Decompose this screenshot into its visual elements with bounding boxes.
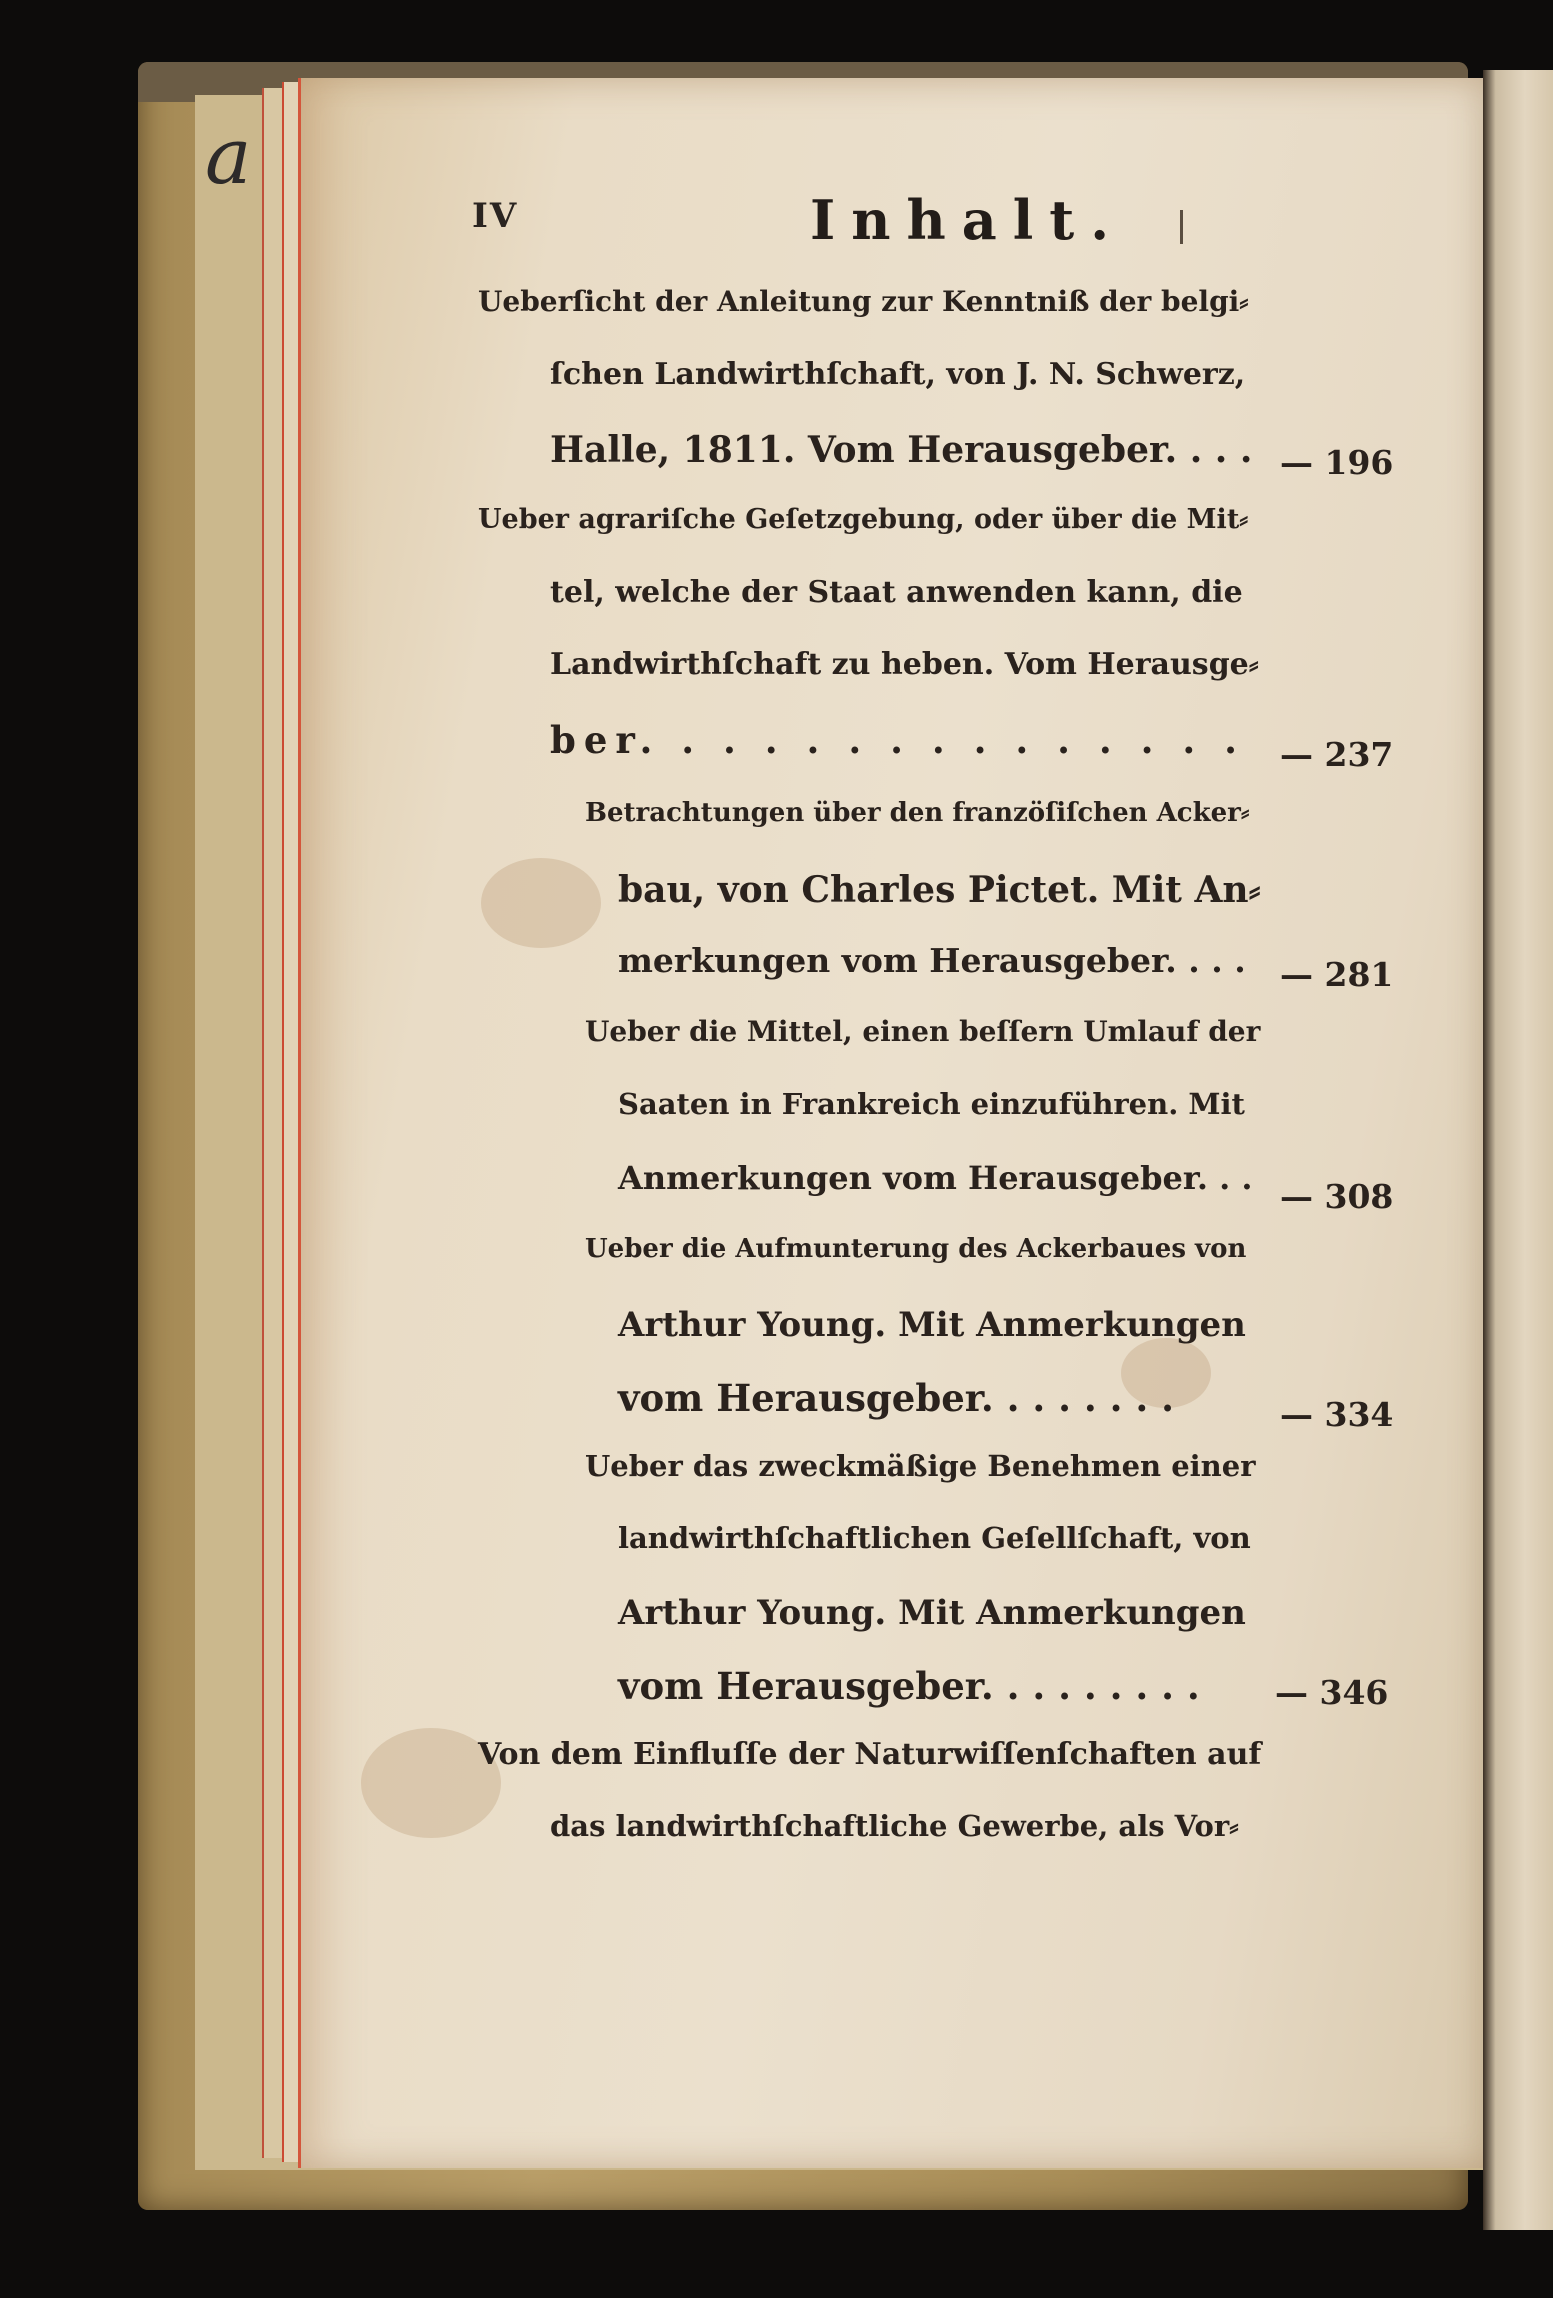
toc-entry-line: Von dem Einfluſſe der Naturwiſſenſchaften auf (478, 1737, 1262, 1772)
toc-entry-line: vom Herausgeber. . . . . . . . . (618, 1664, 1200, 1708)
toc-entry-line: Ueber das zweckmäßige Benehmen einer (585, 1449, 1256, 1483)
toc-entry-line: Arthur Young. Mit Anmerkungen (618, 1305, 1246, 1345)
toc-entry-line: merkungen vom Herausgeber. . . . (618, 941, 1246, 980)
toc-entry-line: Ueber die Mittel, einen beſſern Umlauf der (585, 1015, 1261, 1048)
toc-entry-line: tel, welche der Staat anwenden kann, die (550, 575, 1243, 610)
page-heading: Inhalt. (810, 188, 1126, 252)
toc-entry-line: Arthur Young. Mit Anmerkungen (618, 1593, 1246, 1633)
toc-entry-line: Ueberſicht der Anleitung zur Kenntniß der belgi⸗ (478, 285, 1249, 318)
toc-entry-line: ſchen Landwirthſchaft, von J. N. Schwerz, (550, 357, 1246, 392)
toc-page-number: — 334 (1280, 1395, 1394, 1434)
toc-entry-line: Saaten in Frankreich einzuführen. Mit (618, 1087, 1245, 1121)
page-folio-number: IV (472, 196, 519, 236)
toc-entry-line: Halle, 1811. Vom Herausgeber. . . . (550, 429, 1253, 471)
manuscript-margin-letter: a (205, 112, 252, 202)
toc-entry-line: Ueber die Aufmunterung des Ackerbaues von (585, 1234, 1247, 1264)
toc-entry-line: Landwirthſchaft zu heben. Vom Herausge⸗ (550, 647, 1259, 682)
toc-page-number: — 237 (1280, 735, 1394, 774)
toc-page-number: — 281 (1280, 955, 1394, 994)
toc-entry-line: Ueber agrariſche Geſetzgebung, oder über die Mit⸗ (478, 504, 1249, 535)
toc-entry-line: bau, von Charles Pictet. Mit An⸗ (618, 869, 1261, 911)
toc-page-number: — 196 (1280, 443, 1394, 482)
facing-page-edge (1483, 70, 1553, 2230)
print-mark (1180, 210, 1183, 244)
toc-entry-line: Betrachtungen über den franzöſiſchen Acker⸗ (585, 798, 1250, 828)
toc-entry-line: landwirthſchaftlichen Geſellſchaft, von (618, 1521, 1251, 1555)
toc-entry-line: Anmerkungen vom Herausgeber. . . (618, 1159, 1253, 1197)
foxing-stain (481, 858, 601, 948)
toc-entry-line: vom Herausgeber. . . . . . . . (618, 1376, 1175, 1420)
toc-page-number: — 346 (1275, 1673, 1389, 1712)
toc-entry-line: das landwirthſchaftliche Gewerbe, als Vor⸗ (550, 1809, 1239, 1843)
toc-page-number: — 308 (1280, 1177, 1394, 1216)
toc-entry-line: ber. . . . . . . . . . . . . . . (550, 718, 1246, 762)
